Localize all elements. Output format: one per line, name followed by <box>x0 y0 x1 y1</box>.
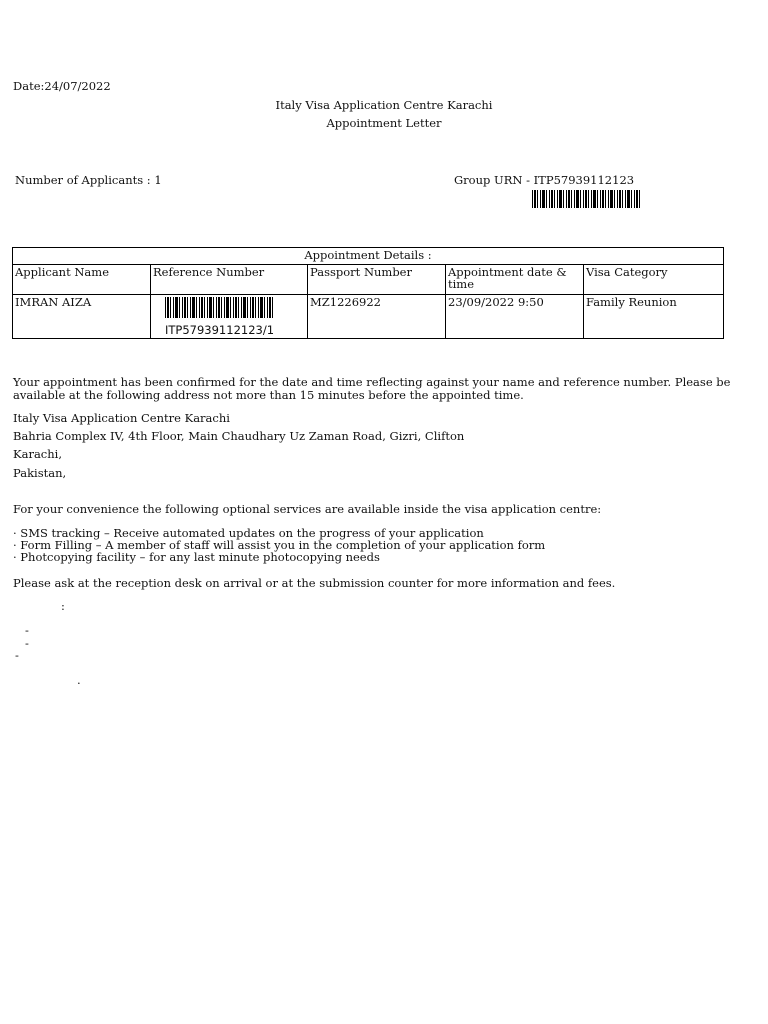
date-line: Date:24/07/2022 <box>13 79 111 93</box>
reference-cell <box>151 295 308 339</box>
group-urn: Group URN - ITP57939112123 <box>454 173 635 187</box>
applicant-count: Number of Applicants : 1 <box>15 173 162 187</box>
stray-dash-3: - <box>15 648 19 662</box>
stray-dash-1: - <box>25 623 29 637</box>
header-reference-number: Reference Number <box>151 265 308 295</box>
centre-heading: Italy Visa Application Centre Karachi <box>275 98 493 112</box>
stray-dash-2: - <box>25 636 29 650</box>
table-caption: Appointment Details : <box>13 248 724 265</box>
header-passport-number: Passport Number <box>308 265 446 295</box>
table-row <box>13 295 724 339</box>
service-item-form-filling: · Form Filling – A member of staff will assist you in the completion of your application form <box>13 538 546 552</box>
letter-title: Appointment Letter <box>326 116 442 130</box>
reference-number-text: ITP57939112123/1 <box>165 323 275 337</box>
group-urn-barcode <box>532 190 640 208</box>
reference-barcode <box>165 297 273 318</box>
confirmation-paragraph: Your appointment has been confirmed for the date and time reflecting against your name and reference number. Please be available at the following address not more than 15 minutes before the appointed time. <box>13 375 731 402</box>
header-applicant-name: Applicant Name <box>13 265 151 295</box>
header-visa-category: Visa Category <box>584 265 724 295</box>
appointment-table <box>12 247 724 339</box>
address-line-2: Bahria Complex IV, 4th Floor, Main Chaudhary Uz Zaman Road, Gizri, Clifton <box>13 429 465 443</box>
service-item-sms: · SMS tracking – Receive automated updates on the progress of your application <box>13 526 484 540</box>
applicant-name-cell: IMRAN AIZA <box>13 295 151 339</box>
service-item-photocopying: · Photcopying facility – for any last minute photocopying needs <box>13 550 380 564</box>
address-line-4: Pakistan, <box>13 466 67 480</box>
visa-category-cell: Family Reunion <box>584 295 724 339</box>
address-line-1: Italy Visa Application Centre Karachi <box>13 411 230 425</box>
appointment-datetime-cell: 23/09/2022 9:50 <box>446 295 584 339</box>
header-appointment-datetime: Appointment date & time <box>446 265 584 295</box>
passport-number-cell: MZ1226922 <box>308 295 446 339</box>
address-line-3: Karachi, <box>13 447 62 461</box>
stray-dot: . <box>77 673 81 687</box>
reception-note: Please ask at the reception desk on arrival or at the submission counter for more information and fees. <box>13 576 616 590</box>
services-intro: For your convenience the following optional services are available inside the visa application centre: <box>13 502 602 516</box>
stray-colon: : <box>61 599 65 613</box>
